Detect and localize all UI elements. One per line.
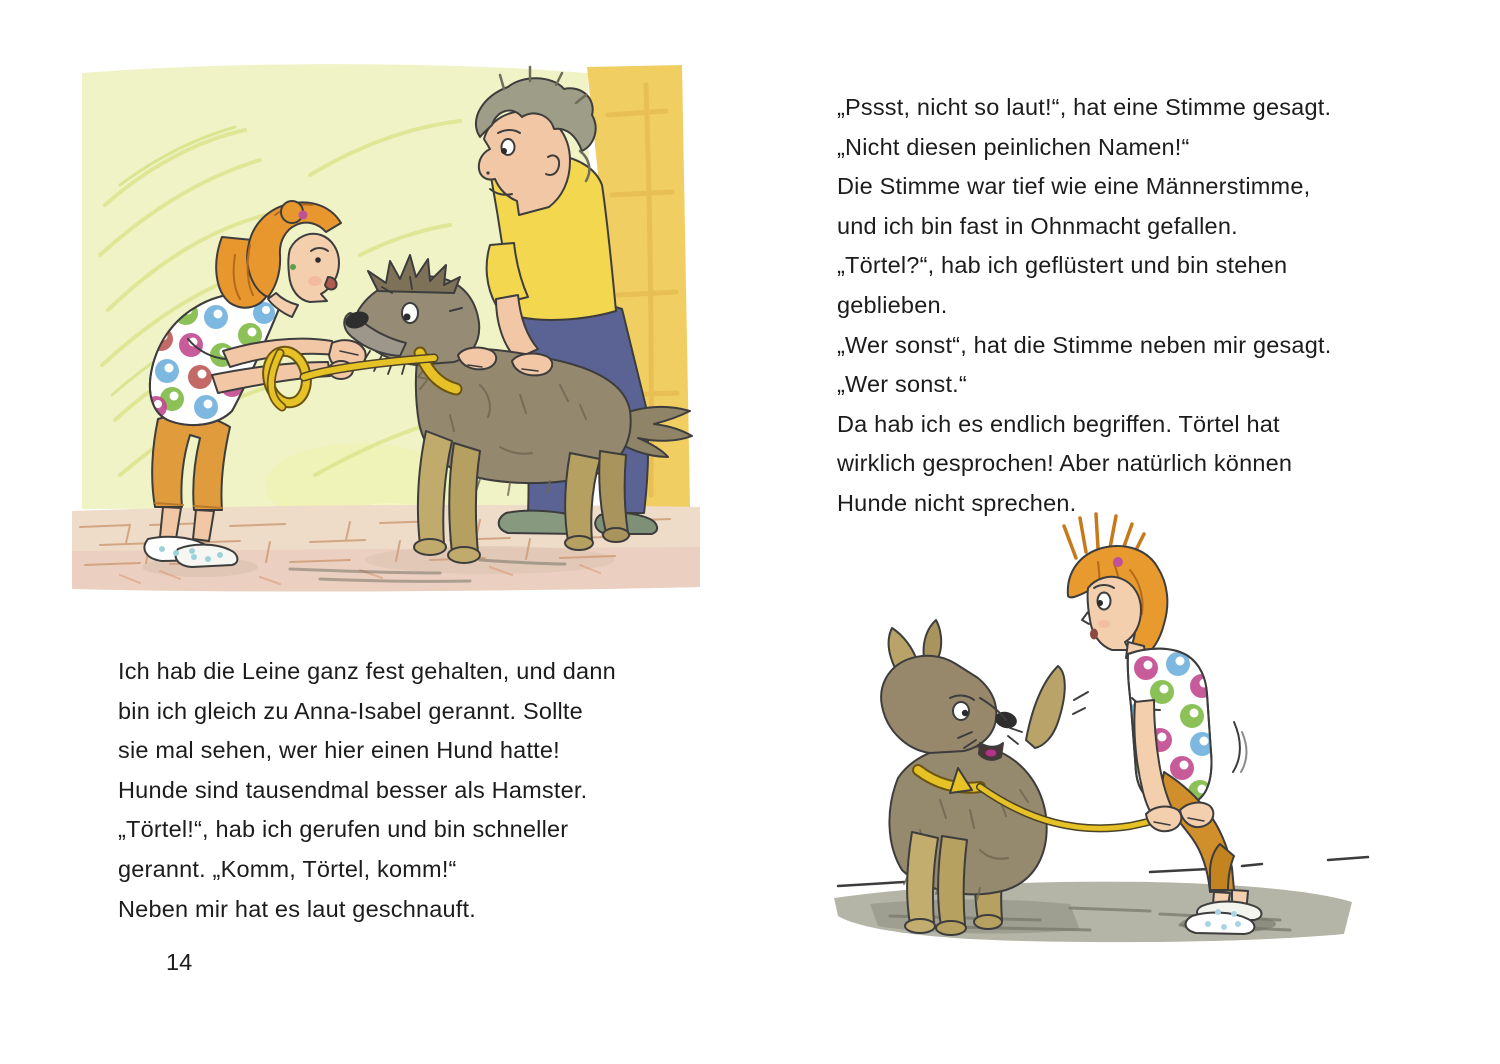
text-line: und ich bin fast in Ohnmacht gefallen. <box>837 212 1238 239</box>
text-line: sie mal sehen, wer hier einen Hund hatte! <box>118 737 560 764</box>
dog-front-leg <box>907 832 938 924</box>
dog-hind-leg <box>599 451 628 533</box>
dog-ear <box>924 620 942 658</box>
text-line: Hunde sind tausendmal besser als Hamster. <box>118 776 588 803</box>
girl-earring <box>290 264 296 270</box>
text-line: Hunde nicht sprechen. <box>837 489 1077 516</box>
dog-front-leg <box>938 836 967 926</box>
text-line: Die Stimme war tief wie eine Männerstimme, <box>837 173 1311 200</box>
page-number: 14 <box>166 949 193 975</box>
text-line: „Wer sonst.“ <box>837 371 967 398</box>
man-ear <box>546 155 559 175</box>
dog-eye <box>402 303 418 323</box>
text-line: wirklich gesprochen! Aber natürlich können <box>837 450 1293 477</box>
text-line: gerannt. „Komm, Törtel, komm!“ <box>118 855 457 882</box>
illustration-dog-looking-at-girl <box>830 500 1450 980</box>
text-line: Ich hab die Leine ganz fest gehalten, und dann <box>118 658 616 684</box>
text-line: „Nicht diesen peinlichen Namen!“ <box>837 133 1190 160</box>
dog-tail-up <box>1026 666 1065 748</box>
dog-tongue <box>986 750 997 757</box>
text-line: „Wer sonst“, hat die Stimme neben mir gesagt. <box>837 331 1332 358</box>
text-line: Da hab ich es endlich begriffen. Törtel hat <box>837 410 1280 437</box>
text-line: „Törtel?“, hab ich geflüstert und bin stehen <box>837 252 1288 279</box>
left-page-paragraph <box>118 652 616 929</box>
dog-front-leg <box>449 443 480 553</box>
girl-hair-clip <box>1113 557 1123 567</box>
girl-hair-tie <box>299 211 308 220</box>
text-line: Neben mir hat es laut geschnauft. <box>118 895 476 922</box>
text-line: „Pssst, nicht so laut!“, hat eine Stimme gesagt. <box>837 94 1332 120</box>
illustration-girl-man-dog <box>60 55 725 600</box>
dog-head-right <box>881 656 996 753</box>
girl-mouth-right <box>1090 629 1098 640</box>
text-line: geblieben. <box>837 291 948 318</box>
text-line: „Törtel!“, hab ich gerufen und bin schneller <box>118 816 569 843</box>
text-line: bin ich gleich zu Anna-Isabel gerannt. Sollte <box>118 697 583 724</box>
girl-eye <box>315 257 321 263</box>
girl-mouth <box>325 277 337 289</box>
right-page-paragraph <box>837 88 1331 524</box>
girl-hand-right <box>1146 807 1181 832</box>
